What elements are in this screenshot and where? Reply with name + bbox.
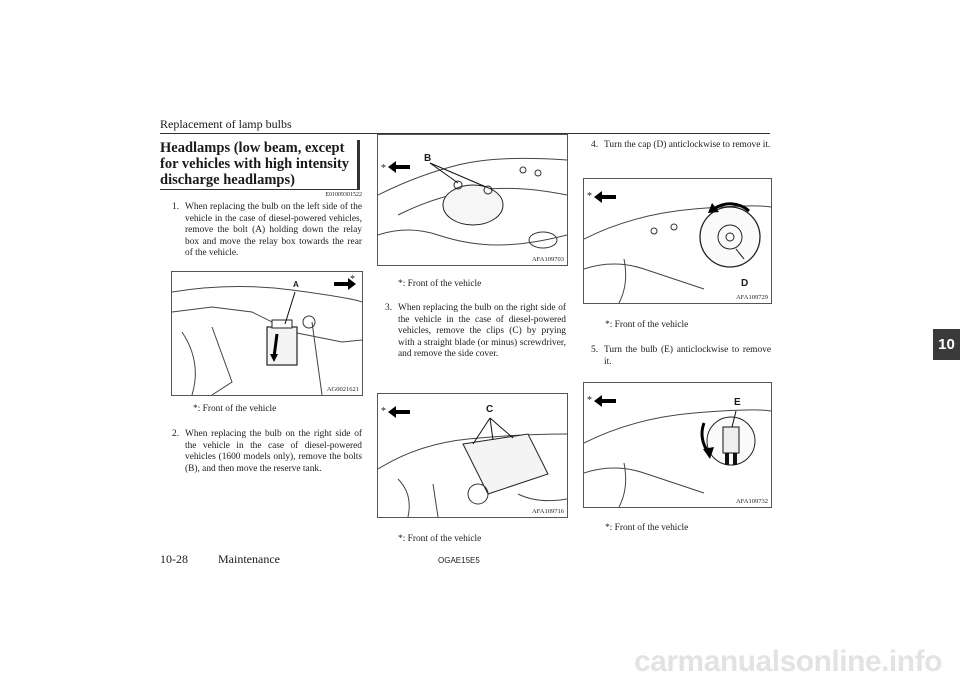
step-text: When replacing the bulb on the right side of the vehicle in the case of diesel-powered vehicles, remove the clips (C) by prying with a straight blade (or minus) screwdriver, and remove the side cover. <box>398 303 566 360</box>
step-3 <box>385 303 566 361</box>
step-number: 4. <box>591 140 599 150</box>
section-title-rule <box>160 189 360 190</box>
section-title-bar <box>357 140 360 190</box>
footer-code: OGAE15E5 <box>438 556 480 565</box>
figure-caption: *: Front of the vehicle <box>605 523 689 533</box>
header-title: Replacement of lamp bulbs <box>160 117 292 131</box>
figure-relay-box <box>171 271 363 396</box>
step-text: Turn the bulb (E) anticlockwise to remove it. <box>604 345 771 367</box>
figure-headlamp-cap <box>583 178 772 304</box>
step-4 <box>591 140 771 152</box>
page-number: 10-28 <box>160 552 188 566</box>
figure-side-cover <box>377 393 568 518</box>
step-number: 5. <box>591 345 599 355</box>
watermark: carmanualsonline.info <box>634 645 942 678</box>
step-number: 1. <box>172 202 180 212</box>
chapter-tab: 10 <box>933 329 960 360</box>
front-star: * <box>350 274 355 285</box>
front-star: * <box>381 406 386 417</box>
callout-label: E <box>734 397 741 408</box>
front-star: * <box>587 191 592 202</box>
figure-caption: *: Front of the vehicle <box>193 404 277 414</box>
step-1 <box>172 202 362 260</box>
step-number: 3. <box>385 303 393 313</box>
figure-caption: *: Front of the vehicle <box>398 534 482 544</box>
figure-code: AFA109729 <box>735 294 768 301</box>
figure-code: AFA109732 <box>735 498 768 505</box>
callout-label: D <box>741 278 749 289</box>
section-code: E01009301522 <box>325 192 362 198</box>
section-title: Headlamps (low beam, except for vehicles with high intensity discharge headlamps) <box>160 140 350 188</box>
step-number: 2. <box>172 429 180 439</box>
figure-headlamp-bulb <box>583 382 772 508</box>
footer-section: Maintenance <box>218 552 280 566</box>
callout-label: C <box>486 404 494 415</box>
figure-code: AFA109716 <box>531 508 564 515</box>
figure-reserve-tank <box>377 134 568 266</box>
front-star: * <box>381 163 386 174</box>
step-text: When replacing the bulb on the right side of the vehicle in the case of diesel-powered vehicles (1600 models only), remove the bolts (B), and then move the reserve tank. <box>185 429 362 474</box>
step-5 <box>591 345 771 368</box>
step-text: Turn the cap (D) anticlockwise to remove it. <box>604 140 771 150</box>
step-2 <box>172 429 362 475</box>
figure-code: AFA109703 <box>531 256 564 263</box>
front-star: * <box>587 395 592 406</box>
figure-caption: *: Front of the vehicle <box>398 279 482 289</box>
step-text: When replacing the bulb on the left side of the vehicle in the case of diesel-powered vehicles, remove the bolt (A) holding down the relay box and move the relay box towards the rear of the vehicle. <box>185 202 362 259</box>
figure-code: AG0021621 <box>326 386 359 393</box>
figure-caption: *: Front of the vehicle <box>605 320 689 330</box>
callout-label: B <box>424 153 432 164</box>
callout-label: A <box>293 280 299 289</box>
